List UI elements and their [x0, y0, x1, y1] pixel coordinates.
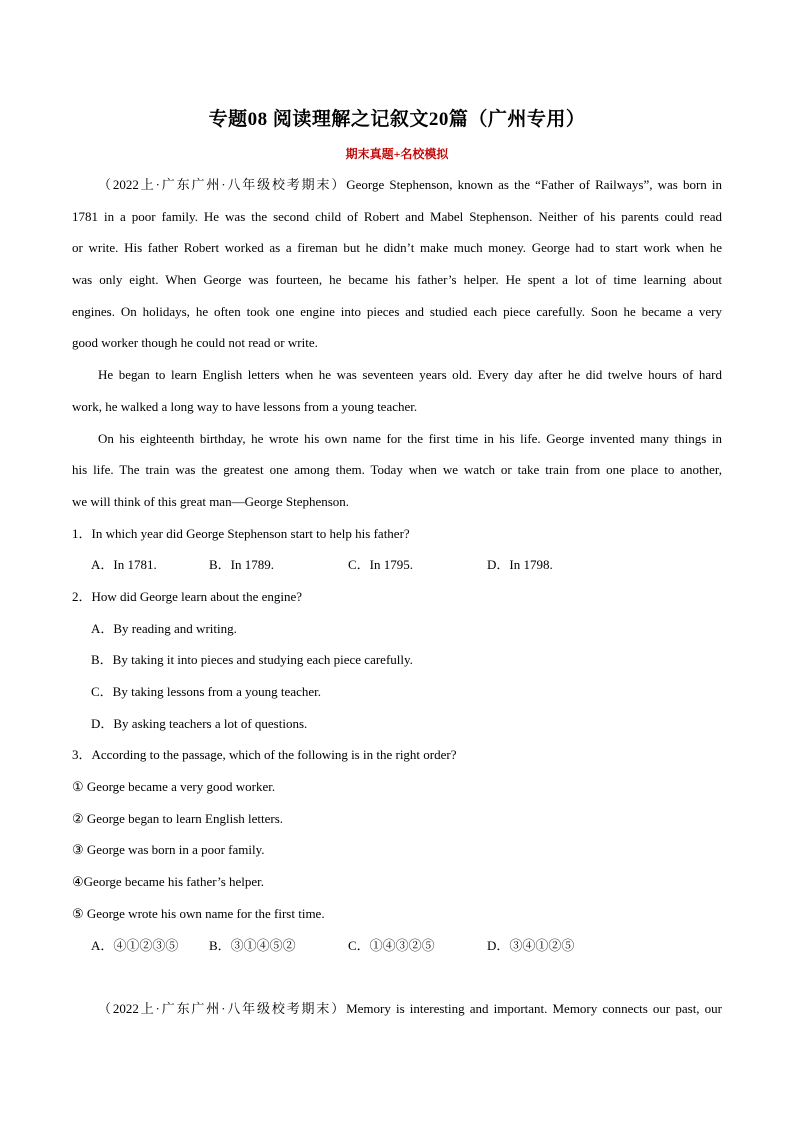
passage-1: [72, 169, 722, 518]
passage-line: was only eight. When George was fourteen, he became his father’s helper. He spent a lot of time learning about: [72, 272, 722, 288]
passage-line: （2022上·广东广州·八年级校考期末）Memory is interesting and important. Memory connects our past, our: [98, 1000, 722, 1016]
passage-line: or write. His father Robert worked as a fireman but he didn’t make much money. George had to start work when he: [72, 240, 722, 256]
document-subtitle: 期末真题+名校模拟: [345, 147, 449, 161]
option-c: C．By taking lessons from a young teacher.: [91, 684, 321, 699]
sequence-item: ③ George was born in a poor family.: [72, 842, 265, 858]
passage-line: we will think of this great man—George Stephenson.: [72, 493, 350, 509]
option-b: B．③①④⑤②: [209, 937, 296, 953]
option-a: A．By reading and writing.: [91, 620, 237, 636]
passage-line: （2022上·广东广州·八年级校考期末）George Stephenson, known as the “Father of Railways”, was born in: [98, 177, 722, 192]
spacer: [72, 961, 722, 993]
sequence-item: ⑤ George wrote his own name for the first time.: [72, 905, 325, 921]
option-d: D．③④①②⑤: [487, 937, 575, 953]
document-body: [72, 169, 722, 1025]
answer-options: [72, 930, 722, 962]
sequence-item: ② George began to learn English letters.: [72, 810, 284, 826]
passage-line: 1781 in a poor family. He was the second child of Robert and Mabel Stephenson. Neither of his parents could read: [72, 208, 722, 224]
passage-2: [72, 993, 722, 1025]
option-b: B．In 1789.: [209, 557, 275, 573]
option-c: C．①④③②⑤: [348, 937, 435, 953]
passage-line: work, he walked a long way to have lessons from a young teacher.: [72, 398, 418, 414]
passage-line: On his eighteenth birthday, he wrote his own name for the first time in his life. George invented many things in: [98, 430, 722, 446]
passage-line: He began to learn English letters when he was seventeen years old. Every day after he did twelve hours of hard: [98, 367, 722, 383]
question-stem: 2．How did George learn about the engine?: [72, 588, 303, 604]
option-a: A．In 1781.: [91, 557, 157, 573]
question-2: [72, 581, 722, 739]
option-c: C．In 1795.: [348, 557, 414, 573]
sequence-item: ④George became his father’s helper.: [72, 874, 265, 890]
option-a: A．④①②③⑤: [91, 937, 179, 953]
answer-options: [72, 549, 722, 581]
question-stem: 3．According to the passage, which of the following is in the right order?: [72, 747, 457, 763]
option-b: B．By taking it into pieces and studying each piece carefully.: [91, 652, 413, 668]
question-3: [72, 739, 722, 961]
document-title: 专题08 阅读理解之记叙文20篇（广州专用）: [208, 109, 586, 130]
question-stem: 1．In which year did George Stephenson start to help his father?: [72, 525, 410, 541]
passage-line: his life. The train was the greatest one among them. Today when we watch or take train from one place to another,: [72, 462, 722, 478]
option-d: D．By asking teachers a lot of questions.: [91, 715, 308, 731]
passage-line: engines. On holidays, he often took one engine into pieces and studied each piece carefully. Soon he became a very: [72, 303, 722, 319]
sequence-item: ① George became a very good worker.: [72, 779, 276, 795]
option-d: D．In 1798.: [487, 557, 553, 573]
passage-line: good worker though he could not read or write.: [72, 335, 318, 351]
question-1: [72, 518, 722, 581]
